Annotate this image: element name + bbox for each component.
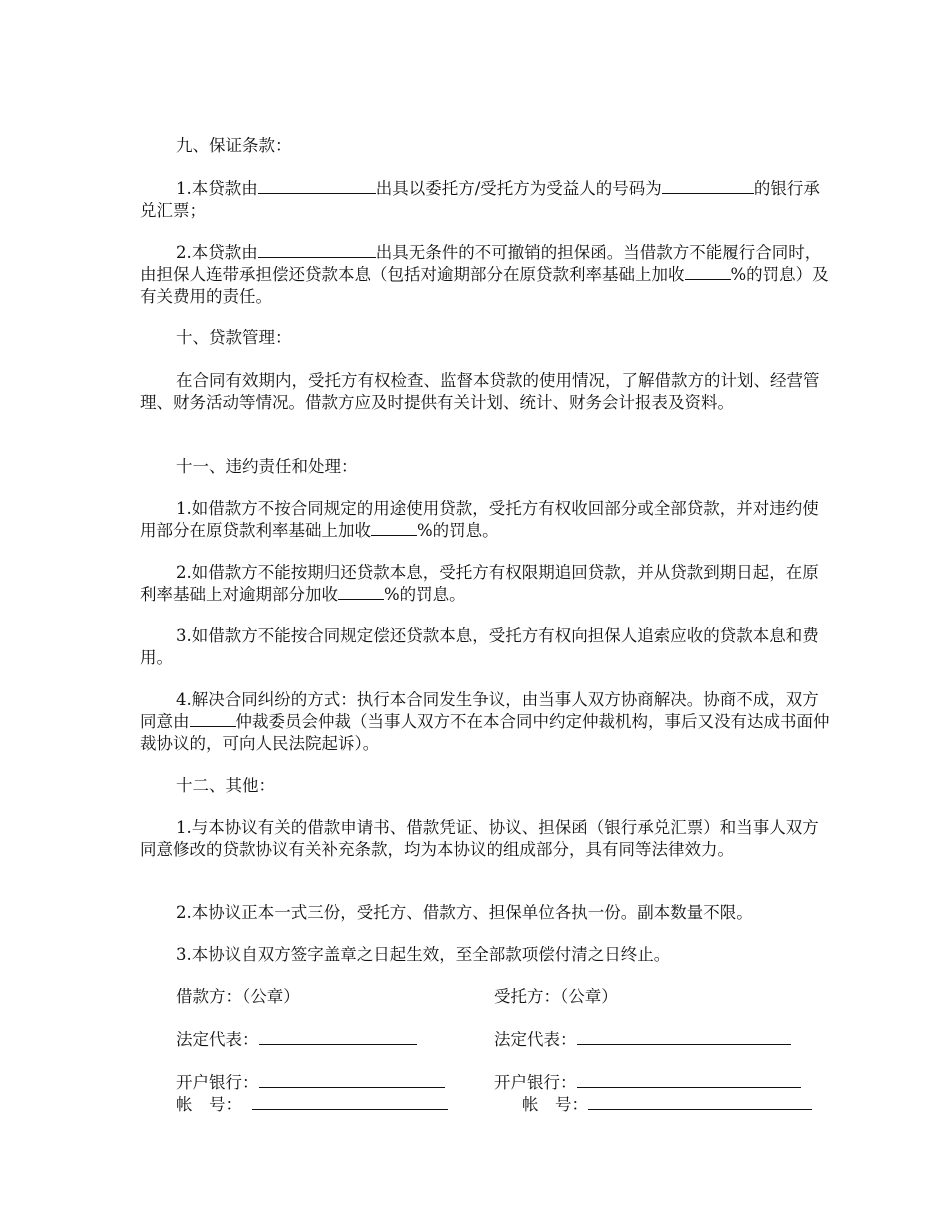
signature-line bbox=[259, 1029, 417, 1045]
borrower-account bbox=[176, 1094, 448, 1116]
borrower-seal-label: 借款方：（公章） bbox=[176, 987, 300, 1006]
section-12-clause-3: 3.本协议自双方签字盖章之日起生效，至全部款项偿付清之日终止。 bbox=[176, 945, 671, 964]
clause-text: 仲裁委员会仲裁（当事人双方不在本合同中约定仲裁机构，事后又没有达成书面仲裁协议的，可向人民法院起诉）。 bbox=[140, 712, 830, 753]
signature-line bbox=[588, 1094, 812, 1110]
section-9-clause-1 bbox=[140, 178, 830, 222]
section-11-clause-2 bbox=[140, 562, 830, 606]
legal-rep-label: 法定代表： bbox=[494, 1030, 577, 1049]
fill-blank bbox=[258, 242, 376, 258]
account-label: 帐 号： bbox=[522, 1095, 588, 1114]
clause-text: %的罚息。 bbox=[384, 585, 466, 604]
section-12-clause-1: 1.与本协议有关的借款申请书、借款凭证、协议、担保函（银行承兑汇票）和当事人双方同意修改的贷款协议有关补充条款，均为本协议的组成部分，具有同等法律效力。 bbox=[140, 818, 819, 859]
legal-rep-label: 法定代表： bbox=[176, 1030, 259, 1049]
account-label: 帐 号： bbox=[176, 1095, 242, 1114]
trustee-seal-label: 受托方：（公章） bbox=[494, 987, 618, 1006]
clause-text: 出具以委托方/受托方为受益人的号码为 bbox=[375, 179, 662, 198]
trustee-legal-rep bbox=[494, 1029, 791, 1051]
section-10-heading: 十、贷款管理： bbox=[176, 328, 292, 347]
fill-blank bbox=[258, 178, 376, 194]
clause-text: 2.如借款方不能按期归还贷款本息，受托方有权限期追回贷款，并从贷款到期日起，在原利率基础上对逾期部分加收 bbox=[140, 563, 819, 604]
trustee-account bbox=[522, 1094, 812, 1116]
clause-text: 出具无条件的不可撤销的担保函。当借款方不能履行合同时，由担保人连带承担偿还贷款本息（包括对逾期部分在原贷款利率基础上加收 bbox=[140, 243, 822, 284]
signature-line bbox=[577, 1072, 801, 1088]
section-12-clause-2: 2.本协议正本一式三份，受托方、借款方、担保单位各执一份。副本数量不限。 bbox=[176, 903, 753, 922]
fill-blank bbox=[338, 584, 384, 600]
trustee-bank bbox=[494, 1072, 801, 1094]
fill-blank bbox=[685, 264, 731, 280]
clause-text: %的罚息）及有关费用的责任。 bbox=[140, 265, 829, 306]
section-12-heading: 十二、其他： bbox=[176, 776, 275, 795]
section-10-body: 在合同有效期内，受托方有权检查、监督本贷款的使用情况，了解借款方的计划、经营管理、财务活动等情况。借款方应及时提供有关计划、统计、财务会计报表及资料。 bbox=[140, 371, 820, 412]
clause-text: 1.本贷款由 bbox=[176, 179, 258, 198]
section-9-clause-2 bbox=[140, 242, 830, 308]
fill-blank bbox=[371, 520, 417, 536]
signature-line bbox=[259, 1072, 445, 1088]
section-9-heading: 九、保证条款： bbox=[176, 136, 292, 155]
borrower-legal-rep bbox=[176, 1029, 417, 1051]
signature-line bbox=[577, 1029, 791, 1045]
fill-blank bbox=[190, 711, 236, 727]
section-11-clause-4 bbox=[140, 689, 830, 755]
bank-label: 开户银行： bbox=[494, 1073, 577, 1092]
clause-text: %的罚息。 bbox=[417, 521, 499, 540]
clause-text: 4.解决合同纠纷的方式：执行本合同发生争议，由当事人双方协商解决。协商不成，双方同意由 bbox=[140, 690, 819, 731]
borrower-bank bbox=[176, 1072, 445, 1094]
clause-text: 1.如借款方不按合同规定的用途使用贷款，受托方有权收回部分或全部贷款，并对违约使用部分在原贷款利率基础上加收 bbox=[140, 499, 819, 540]
clause-text: 的银行承兑汇票； bbox=[140, 179, 820, 220]
bank-label: 开户银行： bbox=[176, 1073, 259, 1092]
section-11-clause-3: 3.如借款方不能按合同规定偿还贷款本息，受托方有权向担保人追索应收的贷款本息和费用。 bbox=[140, 626, 819, 667]
section-11-heading: 十一、违约责任和处理： bbox=[176, 457, 358, 476]
section-11-clause-1 bbox=[140, 498, 830, 542]
fill-blank bbox=[662, 178, 754, 194]
clause-text: 2.本贷款由 bbox=[176, 243, 258, 262]
signature-line bbox=[252, 1094, 448, 1110]
